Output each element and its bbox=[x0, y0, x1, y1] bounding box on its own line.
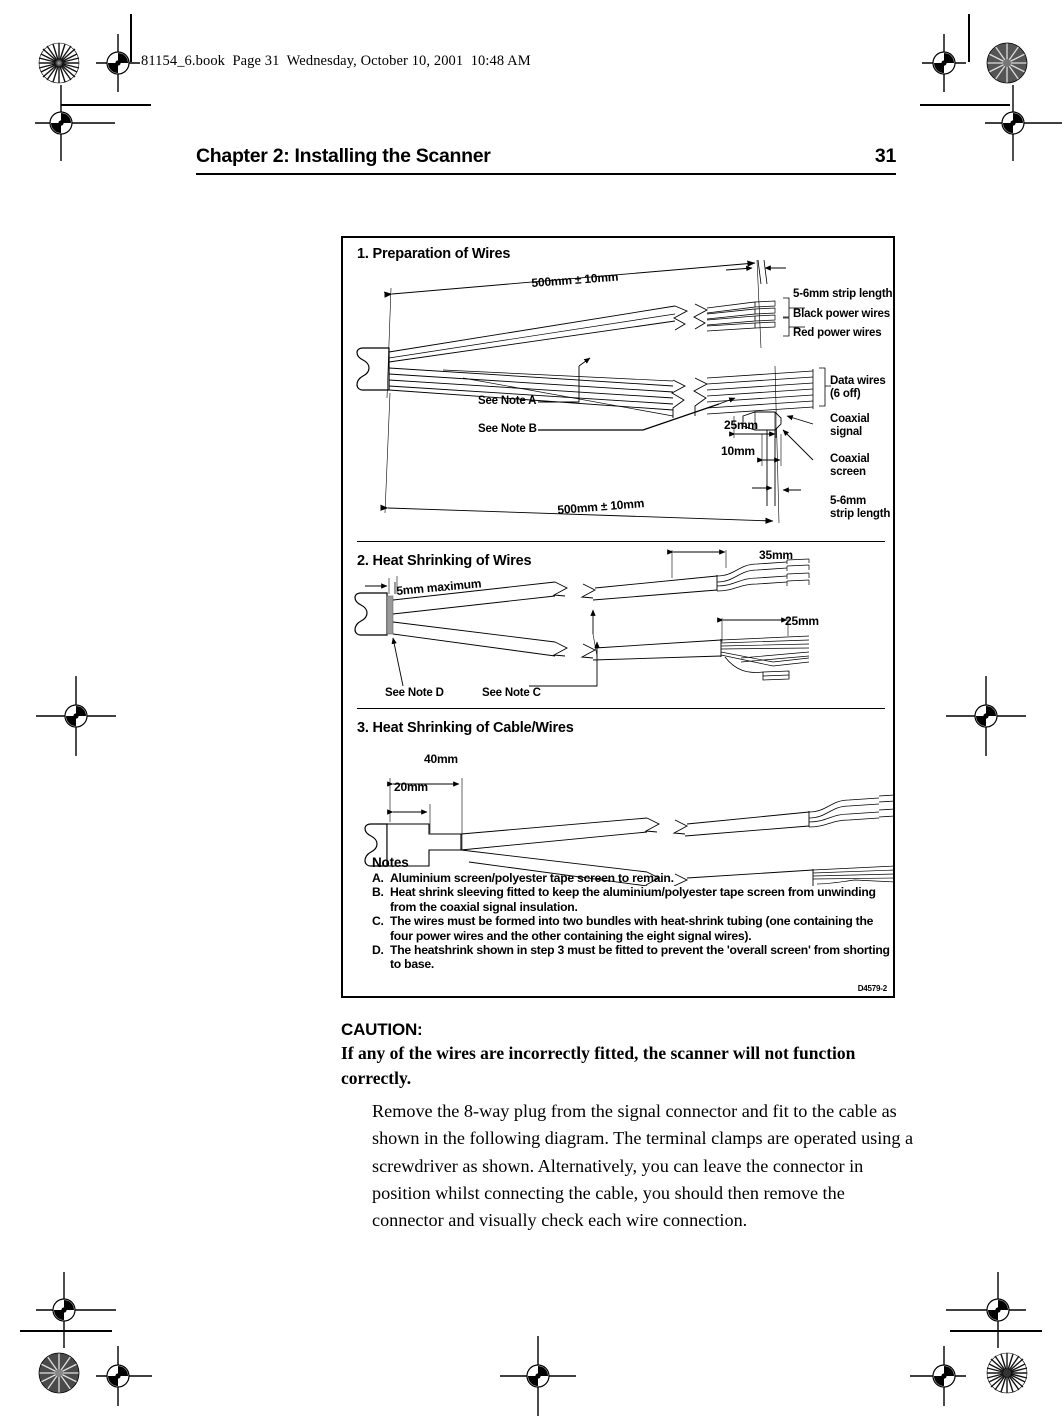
label-see-note-a: See Note A bbox=[478, 395, 537, 407]
page-number: 31 bbox=[874, 145, 896, 167]
note-item-c bbox=[372, 914, 892, 943]
label-see-note-c: See Note C bbox=[482, 687, 541, 699]
crop-rule-bottom-left-h bbox=[20, 1330, 112, 1332]
crop-rule-bottom-right-h bbox=[950, 1330, 1042, 1332]
crop-crosshair-mid-left bbox=[36, 676, 116, 756]
section-divider-2 bbox=[357, 708, 885, 709]
dim-5mm-maximum: 5mm maximum bbox=[395, 576, 482, 598]
crop-rule-top-right-h bbox=[920, 104, 1010, 106]
caution-label: CAUTION: bbox=[341, 1020, 423, 1039]
label-coaxial-signal-2: signal bbox=[830, 426, 863, 438]
label-strip-length-top: 5-6mm strip length bbox=[793, 288, 893, 300]
chapter-heading bbox=[196, 145, 896, 168]
note-key-a: A. bbox=[372, 871, 384, 885]
label-strip-length-bottom-1: 5-6mm bbox=[830, 495, 867, 507]
note-text-d: The heatshrink shown in step 3 must be fitted to prevent the 'overall screen' from shorting to base. bbox=[390, 943, 890, 972]
note-key-d: D. bbox=[372, 943, 384, 958]
star-target-bottom-left bbox=[38, 1352, 80, 1394]
crop-crosshair-bottom-right-lower bbox=[910, 1346, 966, 1406]
dim-25mm-s1: 25mm bbox=[724, 418, 758, 432]
note-text-a: Aluminium screen/polyester tape screen to remain. bbox=[390, 871, 674, 885]
dim-500mm-top: 500mm ± 10mm bbox=[530, 269, 619, 290]
dim-40mm: 40mm bbox=[424, 752, 458, 766]
note-text-b: Heat shrink sleeving fitted to keep the aluminium/polyester tape screen from unwinding from the coaxial signal insulation. bbox=[390, 885, 876, 914]
label-coaxial-signal-1: Coaxial bbox=[830, 413, 870, 425]
star-target-bottom-right bbox=[986, 1352, 1028, 1394]
label-coaxial-screen-2: screen bbox=[830, 466, 866, 478]
dim-35mm: 35mm bbox=[759, 548, 793, 562]
crop-crosshair-left-upper bbox=[35, 85, 115, 161]
crop-crosshair-top-left bbox=[96, 34, 140, 92]
section-3-title: 3. Heat Shrinking of Cable/Wires bbox=[357, 720, 574, 736]
header-divider-rule bbox=[196, 173, 896, 175]
crop-crosshair-bottom-right-upper bbox=[946, 1272, 1026, 1348]
note-key-b: B. bbox=[372, 885, 384, 900]
note-item-a bbox=[372, 871, 892, 885]
dim-25mm-s2: 25mm bbox=[785, 614, 819, 628]
crop-crosshair-bottom-left-lower bbox=[96, 1346, 152, 1406]
crop-crosshair-bottom-center bbox=[500, 1336, 576, 1416]
book-file-header: 81154_6.book Page 31 Wednesday, October 10, 2001 10:48 AM bbox=[141, 53, 531, 69]
label-data-wires-count: (6 off) bbox=[830, 388, 861, 400]
label-strip-length-bottom-2: strip length bbox=[830, 508, 891, 520]
label-see-note-d: See Note D bbox=[385, 687, 444, 699]
note-text-c: The wires must be formed into two bundles with heat-shrink tubing (one containing the four power wires and the other containing the eight signal wires). bbox=[390, 914, 874, 943]
label-red-power-wires: Red power wires bbox=[793, 327, 882, 339]
label-coaxial-screen-1: Coaxial bbox=[830, 453, 870, 465]
dim-20mm: 20mm bbox=[394, 780, 428, 794]
star-target-top-right bbox=[986, 42, 1028, 84]
section-1-title: 1. Preparation of Wires bbox=[357, 246, 511, 262]
figure-reference-id: D4579-2 bbox=[857, 984, 887, 993]
caution-text: If any of the wires are incorrectly fitted, the scanner will not function correctly. bbox=[341, 1043, 856, 1088]
label-black-power-wires: Black power wires bbox=[793, 308, 890, 320]
notes-heading: Notes bbox=[372, 855, 409, 870]
crop-crosshair-top-right bbox=[922, 34, 966, 92]
crop-crosshair-bottom-left-upper bbox=[36, 1272, 116, 1348]
crop-rule-top-left-v bbox=[130, 14, 132, 62]
figure-notes bbox=[372, 855, 892, 972]
note-item-b bbox=[372, 885, 892, 914]
crop-crosshair-right-upper bbox=[985, 85, 1062, 161]
section-2-title: 2. Heat Shrinking of Wires bbox=[357, 553, 532, 569]
dim-10mm-s1: 10mm bbox=[721, 444, 755, 458]
crop-crosshair-mid-right bbox=[946, 676, 1026, 756]
crop-rule-top-right-v bbox=[968, 14, 970, 62]
section-1-drawing bbox=[343, 238, 897, 538]
dim-500mm-bottom: 500mm ± 10mm bbox=[556, 496, 645, 517]
note-item-d bbox=[372, 943, 892, 972]
star-target-top-left bbox=[38, 42, 80, 84]
label-see-note-b: See Note B bbox=[478, 423, 537, 435]
crop-rule-top-left-h bbox=[61, 104, 151, 106]
note-key-c: C. bbox=[372, 914, 384, 929]
body-paragraph: Remove the 8-way plug from the signal connector and fit to the cable as shown in the following diagram. The terminal clamps are operated using a screwdriver as shown. Alternatively, you can leave the connector in position whilst connecting the cable, you should then remove the connector and visually check each wire connection. bbox=[372, 1101, 914, 1231]
label-data-wires: Data wires bbox=[830, 375, 886, 387]
page-title: Chapter 2: Installing the Scanner bbox=[196, 145, 491, 167]
